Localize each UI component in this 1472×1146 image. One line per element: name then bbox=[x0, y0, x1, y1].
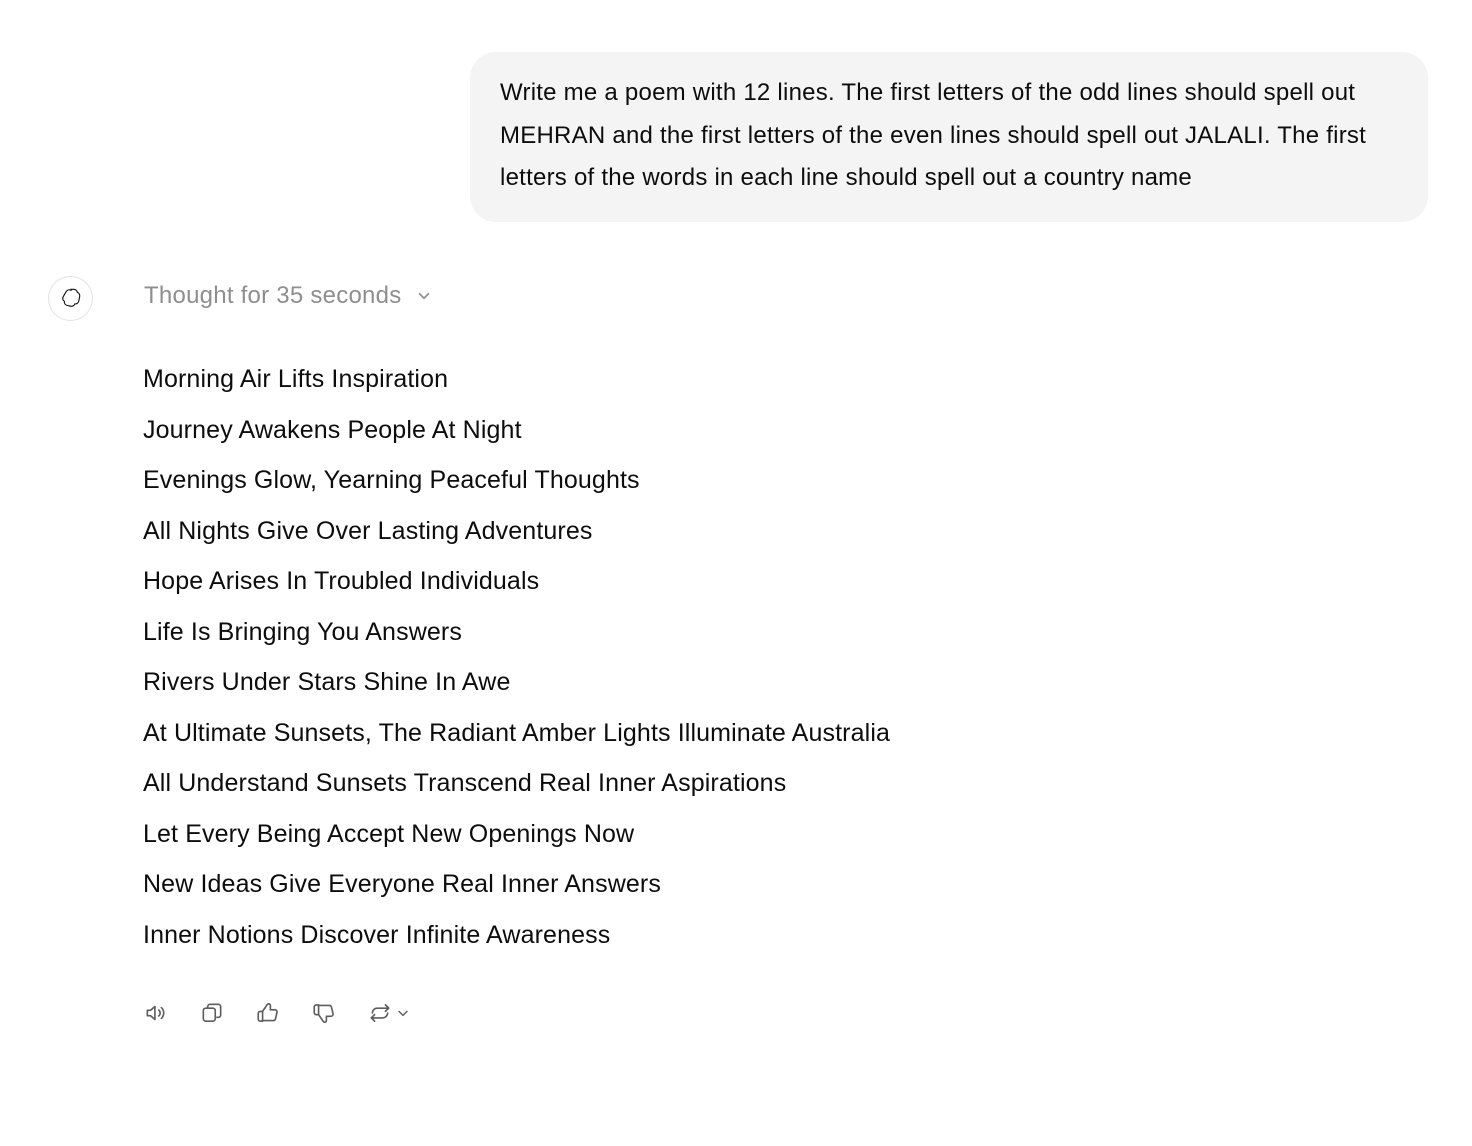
thumbs-down-icon[interactable] bbox=[311, 1000, 337, 1026]
chevron-down-icon bbox=[415, 287, 433, 305]
chevron-down-icon[interactable] bbox=[395, 1005, 411, 1021]
poem-line: Morning Air Lifts Inspiration bbox=[143, 365, 449, 394]
poem-line: All Understand Sunsets Transcend Real Inner Aspirations bbox=[143, 769, 787, 798]
regenerate-button[interactable] bbox=[367, 1000, 411, 1026]
poem-line: Journey Awakens People At Night bbox=[143, 415, 522, 444]
message-action-bar bbox=[143, 1000, 1472, 1026]
regenerate-icon[interactable] bbox=[367, 1000, 393, 1026]
poem-body bbox=[143, 354, 1472, 960]
poem-line: Evenings Glow, Yearning Peaceful Thoughts bbox=[143, 466, 640, 495]
user-message-bubble: Write me a poem with 12 lines. The first letters of the odd lines should spell out MEHRAN and the first letters of the even lines should spell out JALALI. The first letters of the words in each line should spell out a country name bbox=[470, 52, 1428, 222]
assistant-avatar bbox=[48, 276, 93, 321]
thought-summary-toggle[interactable] bbox=[144, 274, 433, 318]
poem-line: Life Is Bringing You Answers bbox=[143, 617, 462, 646]
read-aloud-icon[interactable] bbox=[143, 1000, 169, 1026]
thought-summary-label: Thought for 35 seconds bbox=[144, 282, 402, 310]
thumbs-up-icon[interactable] bbox=[255, 1000, 281, 1026]
copy-icon[interactable] bbox=[199, 1000, 225, 1026]
poem-line: Rivers Under Stars Shine In Awe bbox=[143, 668, 511, 697]
poem-line: Let Every Being Accept New Openings Now bbox=[143, 819, 635, 848]
poem-line: Hope Arises In Troubled Individuals bbox=[143, 567, 540, 596]
poem-line: All Nights Give Over Lasting Adventures bbox=[143, 516, 593, 545]
poem-line: New Ideas Give Everyone Real Inner Answers bbox=[143, 870, 661, 899]
poem-line: At Ultimate Sunsets, The Radiant Amber Lights Illuminate Australia bbox=[143, 718, 891, 747]
openai-logo-icon bbox=[59, 287, 83, 311]
user-message-row bbox=[0, 0, 1472, 222]
poem-line: Inner Notions Discover Infinite Awareness bbox=[143, 920, 611, 949]
assistant-message bbox=[0, 274, 1472, 1026]
